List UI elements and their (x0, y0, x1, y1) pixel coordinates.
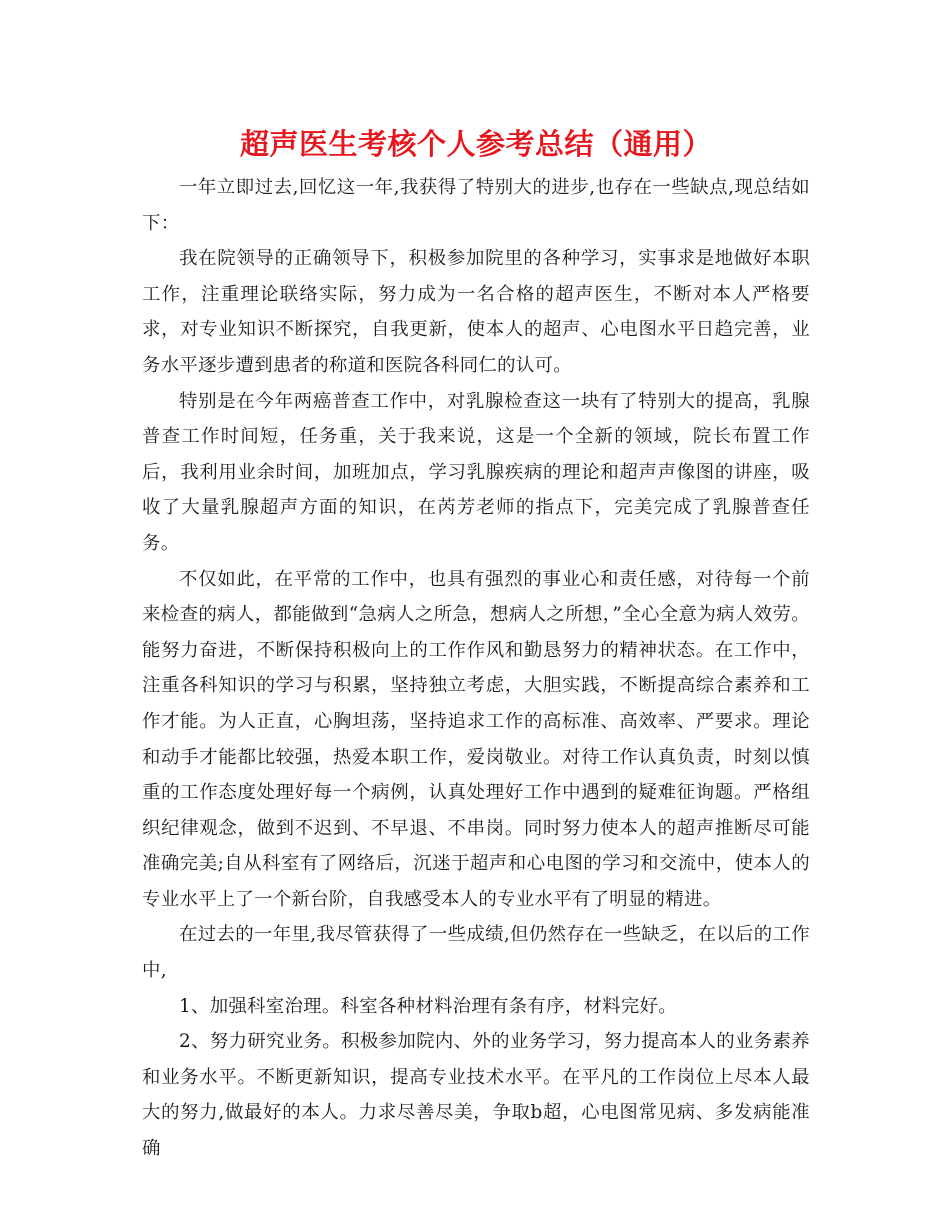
body-paragraph: 在过去的一年里,我尽管获得了一些成绩,但仍然存在一些缺乏，在以后的工作中, (142, 924, 810, 982)
document-page (142, 118, 810, 1167)
document-title: 超声医生考核个人参考总结（通用） (239, 127, 712, 161)
body-paragraph: 我在院领导的正确领导下，积极参加院里的各种学习，实事求是地做好本职工作，注重理论联络实际，努力成为一名合格的超声医生，不断对本人严格要求，对专业知识不断探究，自我更新，使本人的超声、心电图水平日趋完善，业务水平逐步遭到患者的称道和医院各科同仁的认可。 (142, 248, 810, 376)
body-paragraph: 特别是在今年两癌普查工作中，对乳腺检查这一块有了特别大的提高，乳腺普查工作时间短，任务重，关于我来说，这是一个全新的领域，院长布置工作后，我利用业余时间，加班加点，学习乳腺疾病的理论和超声声像图的讲座，吸收了大量乳腺超声方面的知识，在芮芳老师的指点下，完美完成了乳腺普查任务。 (142, 390, 810, 554)
body-paragraph: 不仅如此，在平常的工作中，也具有强烈的事业心和责任感，对待每一个前来检查的病人，都能做到“急病人之所急，想病人之所想，”全心全意为病人效劳。能努力奋进，不断保持积极向上的工作作风和勤恳努力的精神状态。在工作中，注重各科知识的学习与积累，坚持独立考虑，大胆实践，不断提高综合素养和工作才能。为人正直，心胸坦荡，坚持追求工作的高标准、高效率、严要求。理论和动手才能都比较强，热爱本职工作，爱岗敬业。对待工作认真负责，时刻以慎重的工作态度处理好每一个病例，认真处理好工作中遇到的疑难征询题。严格组织纪律观念，做到不迟到、不早退、不串岗。同时努力使本人的超声推断尽可能准确完美;自从科室有了网络后，沉迷于超声和心电图的学习和交流中，使本人的专业水平上了一个新台阶，自我感受本人的专业水平有了明显的精进。 (142, 568, 810, 910)
list-item-paragraph: 1、加强科室治理。科室各种材料治理有条有序，材料完好。 (179, 995, 677, 1017)
list-item-paragraph: 2、努力研究业务。积极参加院内、外的业务学习，努力提高本人的业务素养和业务水平。不断更新知识，提高专业技术水平。在平凡的工作岗位上尽本人最大的努力,做最好的本人。力求尽善尽美，争取b超，心电图常见病、多发病能准确 (142, 1031, 810, 1160)
intro-paragraph: 一年立即过去,回忆这一年,我获得了特别大的进步,也存在一些缺点,现总结如下： (142, 177, 810, 234)
